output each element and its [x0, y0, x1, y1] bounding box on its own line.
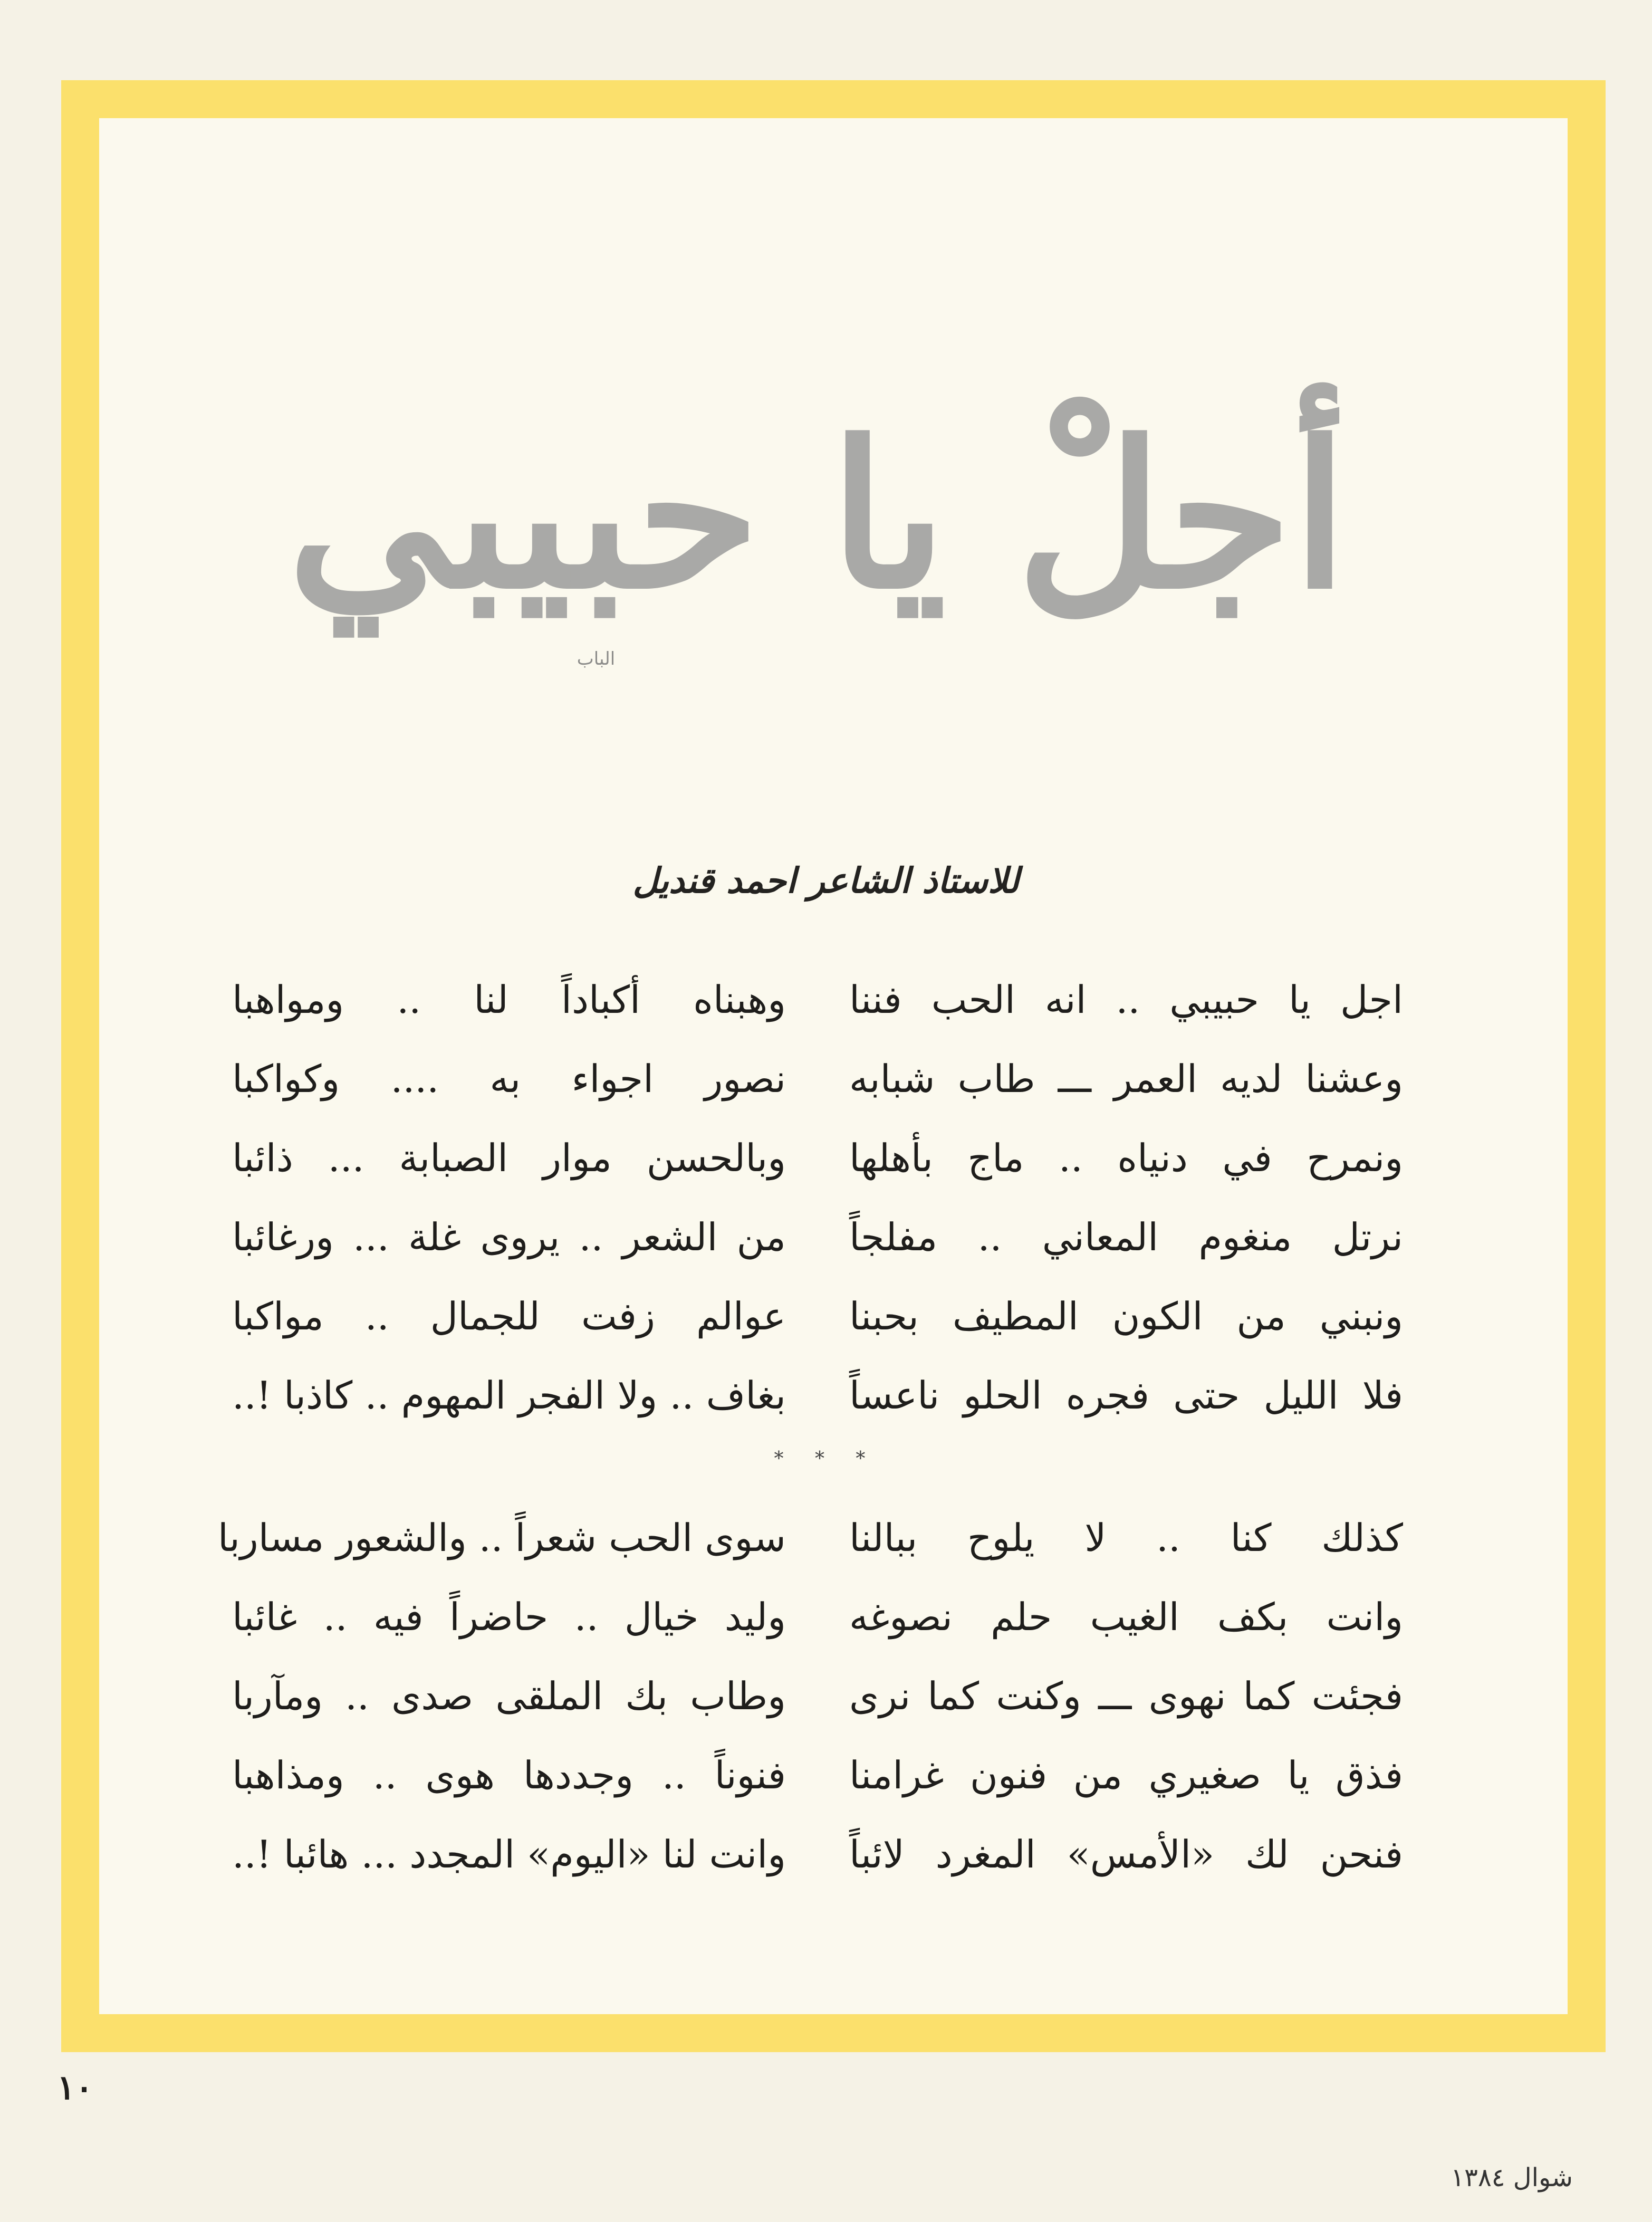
- verse-left-hemistich: عوالم زفت للجمال .. مواكبا: [232, 1294, 786, 1338]
- verse-left-hemistich: وطاب بك الملقى صدى .. ومآربا: [232, 1674, 786, 1718]
- verse-left-hemistich: فنوناً .. وجددها هوى .. ومذاهبا: [232, 1753, 786, 1797]
- stanza-separator: * * *: [774, 1448, 878, 1470]
- verse-left-hemistich: وليد خيال .. حاضراً فيه .. غائبا: [232, 1595, 786, 1639]
- verse: [232, 1277, 1403, 1356]
- author-byline: للاستاذ الشاعر احمد قنديل: [632, 860, 1020, 901]
- verse: [232, 1356, 1403, 1435]
- verse-right-hemistich: كذلك كنا .. لا يلوح ببالنا: [849, 1516, 1403, 1560]
- verse-right-hemistich: فجئت كما نهوى ـــ وكنت كما نرى: [849, 1674, 1403, 1718]
- verse-right-hemistich: فلا الليل حتى فجره الحلو ناعساً: [849, 1373, 1403, 1418]
- page-number: ١٠: [57, 2068, 93, 2108]
- verse-right-hemistich: وانت بكف الغيب حلم نصوغه: [849, 1595, 1403, 1639]
- verse: [232, 1815, 1403, 1894]
- verse-left-hemistich: سوى الحب شعراً .. والشعور مساربا: [217, 1516, 786, 1560]
- verse: [232, 1198, 1403, 1277]
- verse: [232, 1039, 1403, 1118]
- verse-left-hemistich: من الشعر .. يروى غلة ... ورغائبا: [232, 1215, 786, 1259]
- poem-stanza-1: [232, 960, 1403, 1435]
- verse-right-hemistich: فنحن لك «الأمس» المغرد لائباً: [849, 1832, 1403, 1876]
- verse-right-hemistich: وعشنا لديه العمر ـــ طاب شبابه: [849, 1057, 1403, 1101]
- verse-left-hemistich: وبالحسن موار الصبابة ... ذائبا: [232, 1136, 786, 1180]
- verse-right-hemistich: ونمرح في دنياه .. ماج بأهلها: [849, 1136, 1403, 1180]
- footer-date: شوال ١٣٨٤: [1451, 2163, 1573, 2192]
- verse-right-hemistich: ونبني من الكون المطيف بحبنا: [849, 1294, 1403, 1338]
- poem-stanza-2: [217, 1498, 1403, 1894]
- verse-left-hemistich: وانت لنا «اليوم» المجدد ... هائبا !..: [232, 1832, 786, 1876]
- verse-right-hemistich: نرتل منغوم المعاني .. مفلجاً: [849, 1215, 1403, 1259]
- verse: [232, 960, 1403, 1039]
- calligrapher-signature: الباب: [577, 648, 616, 669]
- title-text: أجلْ يا حبيبي: [287, 397, 1348, 633]
- verse-left-hemistich: بغاف .. ولا الفجر المهوم .. كاذبا !..: [232, 1373, 786, 1418]
- verse-right-hemistich: اجل يا حبيبي .. انه الحب فننا: [849, 978, 1403, 1022]
- calligraphic-title: [287, 338, 1348, 707]
- verse: [232, 1656, 1403, 1736]
- verse: [232, 1577, 1403, 1656]
- calligraphy-svg: [287, 338, 1348, 707]
- verse: [217, 1498, 1403, 1577]
- verse: [232, 1736, 1403, 1815]
- verse: [232, 1118, 1403, 1198]
- verse-left-hemistich: وهبناه أكباداً لنا .. ومواهبا: [232, 978, 786, 1022]
- verse-right-hemistich: فذق يا صغيري من فنون غرامنا: [849, 1753, 1403, 1797]
- verse-left-hemistich: نصور اجواء به .... وكواكبا: [232, 1057, 786, 1101]
